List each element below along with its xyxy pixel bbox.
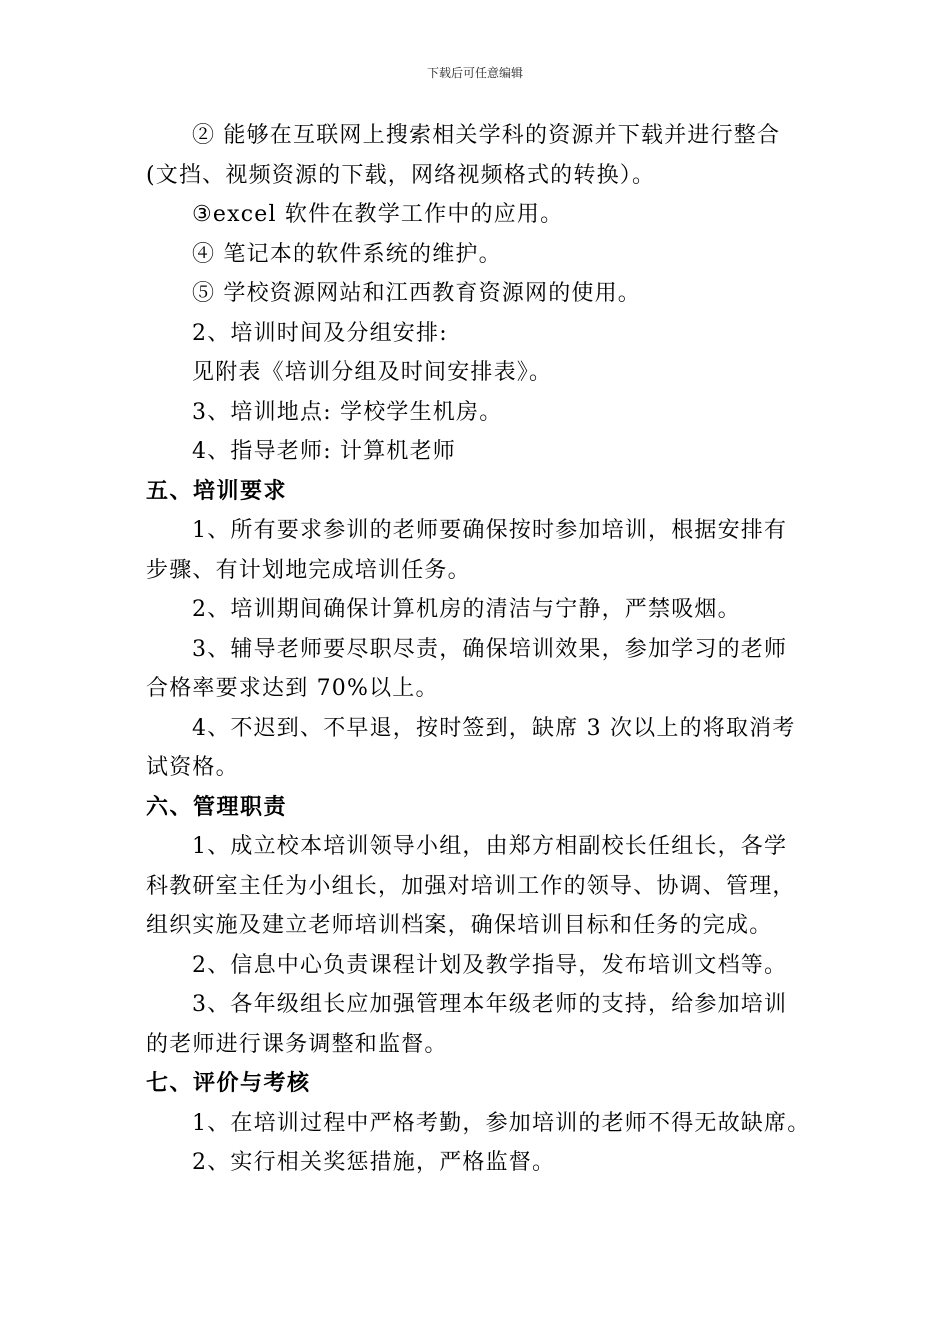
body-line: 2、实行相关奖惩措施，严格监督。 [192, 1150, 556, 1175]
body-line: 3、辅导老师要尽职尽责，确保培训效果，参加学习的老师 [192, 636, 788, 662]
body-line: 1、成立校本培训领导小组，由郑方相副校长任组长，各学 [192, 834, 788, 859]
body-line: 组织实施及建立老师培训档案，确保培训目标和任务的完成。 [146, 913, 773, 938]
body-line: 合格率要求达到 70%以上。 [146, 676, 439, 701]
body-line: ② 能够在互联网上搜索相关学科的资源并下载并进行整合 [192, 123, 781, 148]
body-line: 4、不迟到、不早退，按时签到，缺席 3 次以上的将取消考 [192, 715, 796, 741]
body-line: (文挡、视频资源的下载，网络视频格式的转换）。 [146, 162, 656, 188]
body-line: 见附表《培训分组及时间安排表》。 [192, 360, 553, 385]
body-line: 试资格。 [146, 755, 239, 780]
body-line: 步骤、有计划地完成培训任务。 [146, 557, 471, 583]
section-heading: 五、培训要求 [146, 477, 288, 504]
body-line: ④ 笔记本的软件系统的维护。 [192, 241, 502, 267]
body-line: 1、在培训过程中严格考勤，参加培训的老师不得无故缺席。 [192, 1110, 811, 1136]
document-body [146, 116, 818, 1183]
body-line: ⑤ 学校资源网站和江西教育资源网的使用。 [192, 281, 641, 306]
section-heading: 七、评价与考核 [146, 1070, 311, 1096]
body-line: 3、培训地点: 学校学生机房。 [192, 399, 503, 425]
body-line: ③excel 软件在教学工作中的应用。 [192, 202, 564, 227]
body-line: 科教研室主任为小组长，加强对培训工作的领导、协调、管理， [146, 873, 796, 899]
page-header: 下载后可任意编辑 [426, 66, 523, 80]
body-line: 2、培训时间及分组安排: [192, 320, 448, 346]
body-line: 的老师进行课务调整和监督。 [146, 1031, 448, 1057]
body-line: 4、指导老师: 计算机老师 [192, 439, 457, 464]
body-line: 2、培训期间确保计算机房的清洁与宁静，严禁吸烟。 [192, 597, 741, 622]
section-heading: 六、管理职责 [146, 793, 288, 820]
body-line: 2、信息中心负责课程计划及教学指导，发布培训文档等。 [192, 952, 788, 978]
body-line: 3、各年级组长应加强管理本年级老师的支持，给参加培训 [192, 992, 788, 1017]
body-line: 1、所有要求参训的老师要确保按时参加培训，根据安排有 [192, 518, 788, 543]
